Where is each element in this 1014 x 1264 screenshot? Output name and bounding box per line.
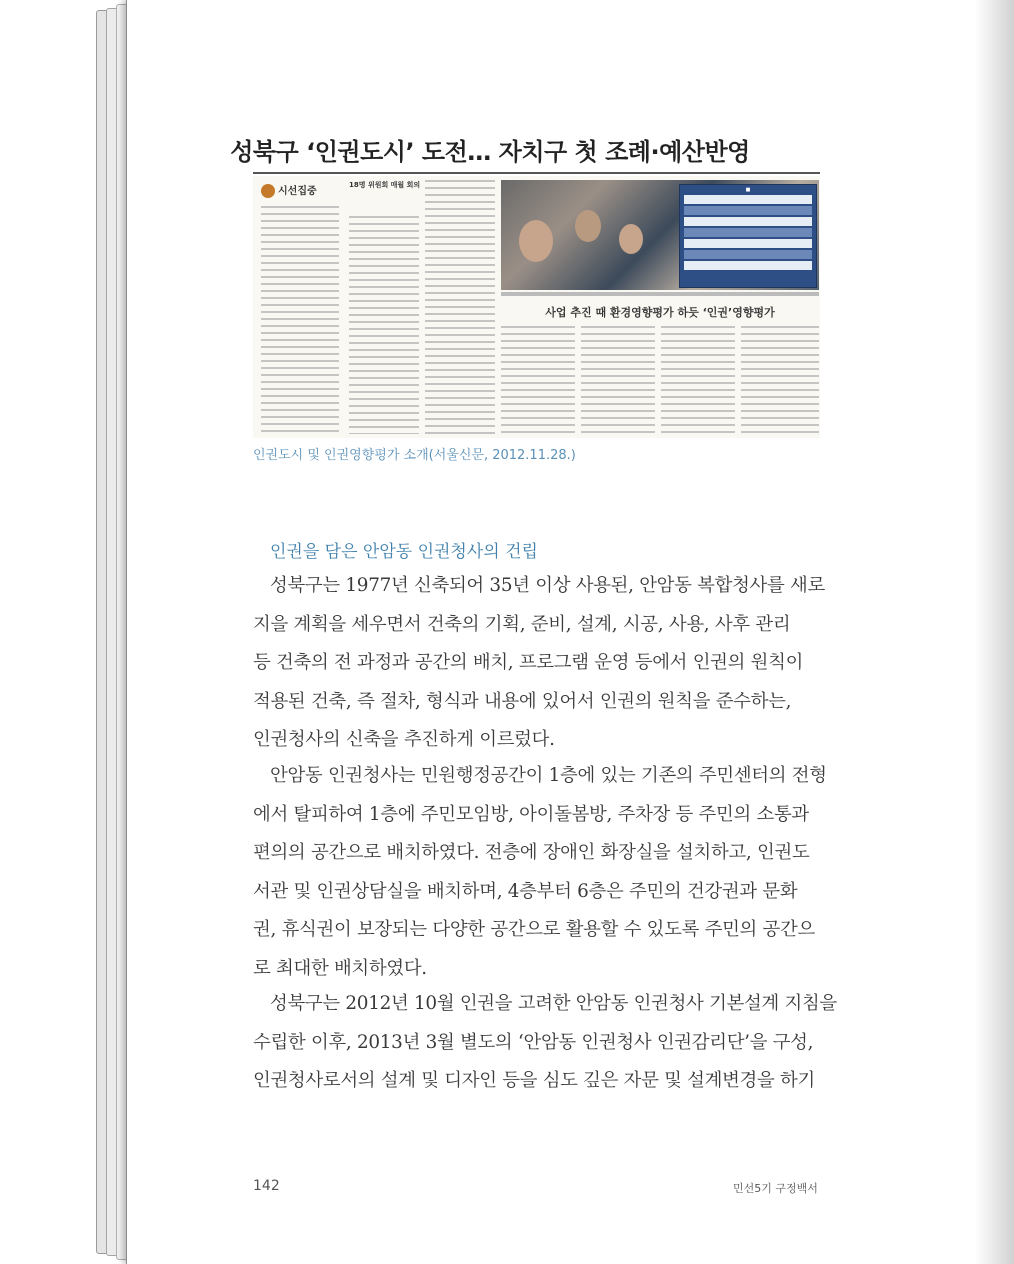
paragraph-2: 안암동 인권청사는 민원행정공간이 1층에 있는 기존의 주민센터의 전형 에서 탈피하여 1층에 주민모임방, 아이돌봄방, 주차장 등 주민의 소통과 편의의 공간으로 배치하였다. 전층에 장애인 화장실을 설치하고, 인권도 서관 및 인권상담실을 배치하며, 4층부터 6층은 주민의 건강권과 문화 권, 휴식권이 보장되는 다양한 공간으로 활용할 수 있도록 주민의 공간으 로 최대한 배치하였다. [253,765,827,979]
book-title: 민선5기 구정백서 [733,1182,818,1195]
page-shadow [975,0,1014,1264]
clipping-caption: 인권도시 및 인권영향평가 소개(서울신문, 2012.11.28.) [253,448,576,463]
clipping-rule [253,172,820,174]
news-photo [501,180,819,290]
clipping-headline: 성북구 ‘인권도시’ 도전… 자치구 첫 조례·예산반영 [230,138,750,166]
newspaper-clipping [253,176,820,438]
page-number: 142 [253,1178,280,1194]
section-logo: 시선집중 [261,182,331,200]
article-column [261,206,339,434]
photo-caption [501,292,819,296]
clipping-subhead: 18명 위원회 매월 회의 [349,181,421,189]
article-column [425,180,495,434]
photo-info-panel: ■ [679,184,817,288]
logo-icon [261,184,275,198]
paragraph-1: 성북구는 1977년 신축되어 35년 이상 사용된, 안암동 복합청사를 새로 지을 계획을 세우면서 건축의 기획, 준비, 설계, 시공, 사용, 사후 관리 등 건축의 전 과정과 공간의 배치, 프로그램 운영 등에서 인권의 원칙이 적용된 건축, 즉 절차, 형식과 내용에 있어서 인권의 원칙을 준수하는, 인권청사의 신축을 추진하게 이르렀다. [253,575,825,750]
paragraph-3: 성북구는 2012년 10월 인권을 고려한 안암동 인권청사 기본설계 지침을 수립한 이후, 2013년 3월 별도의 ‘안암동 인권청사 인권감리단’을 구성, 인권청사로서의 설계 및 디자인 등을 심도 깊은 자문 및 설계변경을 하기 [253,993,837,1091]
article-column [349,216,419,434]
clipping-subtitle: 사업 추진 때 환경영향평가 하듯 ‘인권’영향평가 [545,306,775,319]
article-body [501,326,819,434]
section-title: 인권을 담은 안암동 인권청사의 건립 [270,542,538,562]
